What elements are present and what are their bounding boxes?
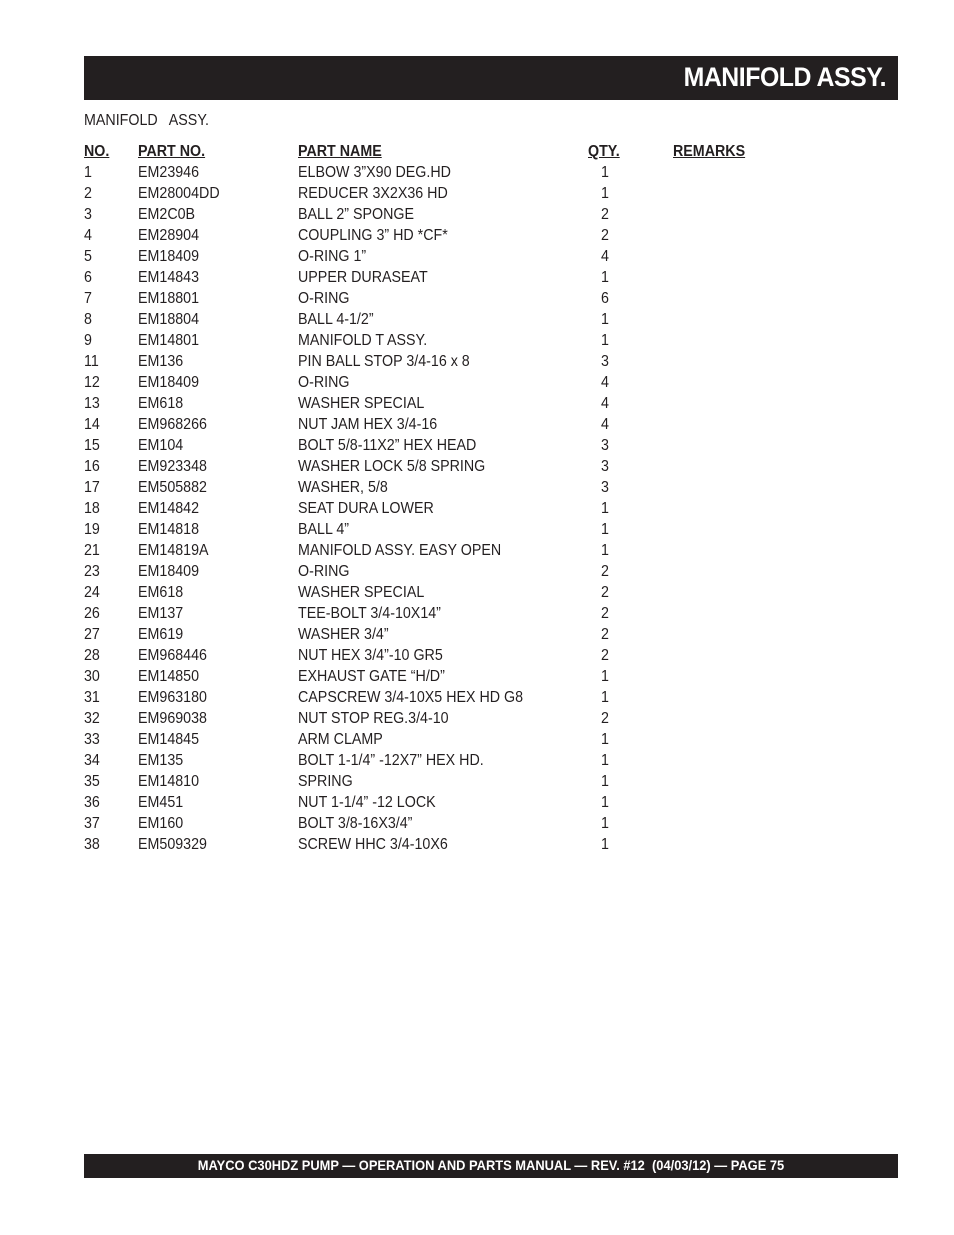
table-row <box>84 309 784 330</box>
cell-part-name: O-RING 1” <box>298 248 367 265</box>
cell-part-name: SEAT DURA LOWER <box>298 500 434 517</box>
cell-qty: 1 <box>601 185 609 202</box>
table-row <box>84 603 784 624</box>
cell-part-name: O-RING <box>298 290 350 307</box>
cell-part-name: NUT HEX 3/4”-10 GR5 <box>298 647 443 664</box>
cell-no: 35 <box>84 773 100 790</box>
cell-qty: 4 <box>601 374 609 391</box>
cell-no: 28 <box>84 647 100 664</box>
cell-no: 36 <box>84 794 100 811</box>
cell-no: 33 <box>84 731 100 748</box>
table-row <box>84 834 784 855</box>
cell-part-no: EM135 <box>138 752 184 769</box>
cell-no: 2 <box>84 185 92 202</box>
cell-part-no: EM18409 <box>138 563 200 580</box>
cell-no: 37 <box>84 815 100 832</box>
cell-qty: 2 <box>601 206 609 223</box>
cell-part-no: EM18801 <box>138 290 200 307</box>
cell-part-no: EM2C0B <box>138 206 196 223</box>
cell-no: 5 <box>84 248 92 265</box>
cell-qty: 1 <box>601 668 609 685</box>
cell-qty: 2 <box>601 710 609 727</box>
cell-no: 31 <box>84 689 100 706</box>
cell-no: 34 <box>84 752 100 769</box>
cell-no: 3 <box>84 206 92 223</box>
table-row <box>84 477 784 498</box>
cell-part-name: BALL 4” <box>298 521 350 538</box>
cell-part-no: EM160 <box>138 815 184 832</box>
cell-part-no: EM23946 <box>138 164 200 181</box>
cell-no: 27 <box>84 626 100 643</box>
cell-part-name: COUPLING 3” HD *CF* <box>298 227 448 244</box>
cell-no: 4 <box>84 227 92 244</box>
cell-part-no: EM14818 <box>138 521 200 538</box>
cell-part-name: WASHER SPECIAL <box>298 395 425 412</box>
cell-part-no: EM14842 <box>138 500 200 517</box>
table-row <box>84 708 784 729</box>
cell-part-no: EM14801 <box>138 332 200 349</box>
cell-part-no: EM968446 <box>138 647 207 664</box>
cell-part-name: SPRING <box>298 773 353 790</box>
table-row <box>84 351 784 372</box>
table-row <box>84 183 784 204</box>
section-subtitle: MANIFOLD ASSY. <box>84 112 209 129</box>
cell-qty: 1 <box>601 815 609 832</box>
cell-qty: 2 <box>601 584 609 601</box>
cell-part-no: EM969038 <box>138 710 207 727</box>
cell-no: 38 <box>84 836 100 853</box>
cell-part-no: EM104 <box>138 437 184 454</box>
cell-part-name: TEE-BOLT 3/4-10X14” <box>298 605 441 622</box>
cell-part-name: BOLT 5/8-11X2” HEX HEAD <box>298 437 477 454</box>
cell-qty: 2 <box>601 227 609 244</box>
table-row <box>84 498 784 519</box>
table-row <box>84 414 784 435</box>
cell-part-no: EM136 <box>138 353 184 370</box>
table-row <box>84 771 784 792</box>
cell-qty: 4 <box>601 395 609 412</box>
cell-part-no: EM14810 <box>138 773 200 790</box>
cell-part-name: O-RING <box>298 563 350 580</box>
cell-no: 13 <box>84 395 100 412</box>
cell-part-name: NUT 1-1/4” -12 LOCK <box>298 794 436 811</box>
table-row <box>84 246 784 267</box>
cell-no: 15 <box>84 437 100 454</box>
cell-qty: 2 <box>601 605 609 622</box>
page-footer-bar <box>84 1154 898 1178</box>
table-row <box>84 666 784 687</box>
column-header-qty: QTY. <box>588 143 620 160</box>
cell-part-name: O-RING <box>298 374 350 391</box>
cell-part-no: EM18804 <box>138 311 200 328</box>
table-row <box>84 204 784 225</box>
table-row <box>84 456 784 477</box>
table-row <box>84 792 784 813</box>
cell-part-name: BOLT 1-1/4” -12X7” HEX HD. <box>298 752 484 769</box>
cell-qty: 2 <box>601 647 609 664</box>
cell-qty: 1 <box>601 752 609 769</box>
cell-part-no: EM14819A <box>138 542 209 559</box>
cell-part-name: REDUCER 3X2X36 HD <box>298 185 448 202</box>
column-header-part-name: PART NAME <box>298 143 382 160</box>
footer-text: MAYCO C30HDZ PUMP — OPERATION AND PARTS MANUAL — REV. #12 (04/03/12) — PAGE 75 <box>197 1157 785 1173</box>
cell-qty: 4 <box>601 416 609 433</box>
table-row <box>84 582 784 603</box>
cell-part-no: EM18409 <box>138 374 200 391</box>
table-row <box>84 288 784 309</box>
table-row <box>84 561 784 582</box>
table-row <box>84 372 784 393</box>
cell-qty: 1 <box>601 332 609 349</box>
cell-part-name: PIN BALL STOP 3/4-16 x 8 <box>298 353 470 370</box>
cell-part-no: EM14843 <box>138 269 200 286</box>
cell-qty: 4 <box>601 248 609 265</box>
cell-part-name: UPPER DURASEAT <box>298 269 428 286</box>
table-row <box>84 162 784 183</box>
cell-part-no: EM18409 <box>138 248 200 265</box>
table-row <box>84 645 784 666</box>
cell-part-no: EM509329 <box>138 836 207 853</box>
cell-no: 21 <box>84 542 100 559</box>
cell-part-name: NUT JAM HEX 3/4-16 <box>298 416 438 433</box>
cell-qty: 3 <box>601 458 609 475</box>
table-row <box>84 687 784 708</box>
cell-qty: 1 <box>601 731 609 748</box>
table-row <box>84 435 784 456</box>
cell-part-name: BALL 4-1/2” <box>298 311 374 328</box>
cell-no: 26 <box>84 605 100 622</box>
cell-qty: 1 <box>601 500 609 517</box>
cell-no: 8 <box>84 311 92 328</box>
cell-no: 16 <box>84 458 100 475</box>
cell-qty: 1 <box>601 542 609 559</box>
page-title: MANIFOLD ASSY. <box>683 62 886 92</box>
cell-qty: 1 <box>601 269 609 286</box>
table-row <box>84 267 784 288</box>
cell-no: 11 <box>84 353 99 370</box>
cell-qty: 1 <box>601 689 609 706</box>
cell-part-name: MANIFOLD ASSY. EASY OPEN <box>298 542 502 559</box>
cell-part-no: EM618 <box>138 395 184 412</box>
column-header-part-no: PART NO. <box>138 143 206 160</box>
cell-part-no: EM28904 <box>138 227 200 244</box>
cell-part-name: SCREW HHC 3/4-10X6 <box>298 836 448 853</box>
cell-part-name: WASHER LOCK 5/8 SPRING <box>298 458 486 475</box>
cell-part-name: CAPSCREW 3/4-10X5 HEX HD G8 <box>298 689 524 706</box>
cell-qty: 1 <box>601 836 609 853</box>
cell-no: 6 <box>84 269 92 286</box>
cell-no: 32 <box>84 710 100 727</box>
cell-no: 30 <box>84 668 100 685</box>
cell-qty: 1 <box>601 521 609 538</box>
cell-no: 7 <box>84 290 92 307</box>
cell-qty: 1 <box>601 311 609 328</box>
cell-qty: 1 <box>601 794 609 811</box>
cell-part-name: BOLT 3/8-16X3/4” <box>298 815 413 832</box>
page-header-bar <box>84 56 898 100</box>
cell-part-no: EM505882 <box>138 479 207 496</box>
cell-qty: 3 <box>601 437 609 454</box>
cell-no: 18 <box>84 500 100 517</box>
table-row <box>84 813 784 834</box>
cell-no: 12 <box>84 374 100 391</box>
cell-part-name: WASHER SPECIAL <box>298 584 425 601</box>
cell-part-name: ARM CLAMP <box>298 731 383 748</box>
table-row <box>84 330 784 351</box>
cell-no: 1 <box>84 164 92 181</box>
table-row <box>84 225 784 246</box>
column-header-no: NO. <box>84 143 110 160</box>
cell-part-name: WASHER 3/4” <box>298 626 389 643</box>
table-header-row <box>84 141 784 162</box>
cell-part-no: EM968266 <box>138 416 207 433</box>
column-header-remarks: REMARKS <box>673 143 746 160</box>
cell-qty: 6 <box>601 290 609 307</box>
table-row <box>84 519 784 540</box>
cell-qty: 1 <box>601 164 609 181</box>
cell-no: 14 <box>84 416 100 433</box>
table-row <box>84 624 784 645</box>
table-row <box>84 540 784 561</box>
cell-part-no: EM137 <box>138 605 184 622</box>
cell-part-name: NUT STOP REG.3/4-10 <box>298 710 449 727</box>
cell-qty: 3 <box>601 479 609 496</box>
cell-part-name: EXHAUST GATE “H/D” <box>298 668 445 685</box>
cell-part-no: EM451 <box>138 794 184 811</box>
table-body <box>84 162 784 855</box>
cell-part-no: EM618 <box>138 584 184 601</box>
cell-part-name: ELBOW 3”X90 DEG.HD <box>298 164 451 181</box>
cell-part-no: EM28004DD <box>138 185 220 202</box>
cell-part-no: EM963180 <box>138 689 207 706</box>
cell-qty: 2 <box>601 626 609 643</box>
cell-part-name: BALL 2” SPONGE <box>298 206 414 223</box>
cell-qty: 1 <box>601 773 609 790</box>
cell-no: 9 <box>84 332 92 349</box>
cell-no: 17 <box>84 479 100 496</box>
cell-part-no: EM14845 <box>138 731 200 748</box>
cell-part-no: EM619 <box>138 626 184 643</box>
cell-part-name: MANIFOLD T ASSY. <box>298 332 428 349</box>
cell-qty: 2 <box>601 563 609 580</box>
cell-part-no: EM14850 <box>138 668 200 685</box>
table-row <box>84 393 784 414</box>
cell-part-no: EM923348 <box>138 458 207 475</box>
cell-part-name: WASHER, 5/8 <box>298 479 388 496</box>
cell-qty: 3 <box>601 353 609 370</box>
parts-table <box>84 141 784 855</box>
table-row <box>84 729 784 750</box>
cell-no: 19 <box>84 521 100 538</box>
cell-no: 23 <box>84 563 100 580</box>
cell-no: 24 <box>84 584 100 601</box>
table-row <box>84 750 784 771</box>
